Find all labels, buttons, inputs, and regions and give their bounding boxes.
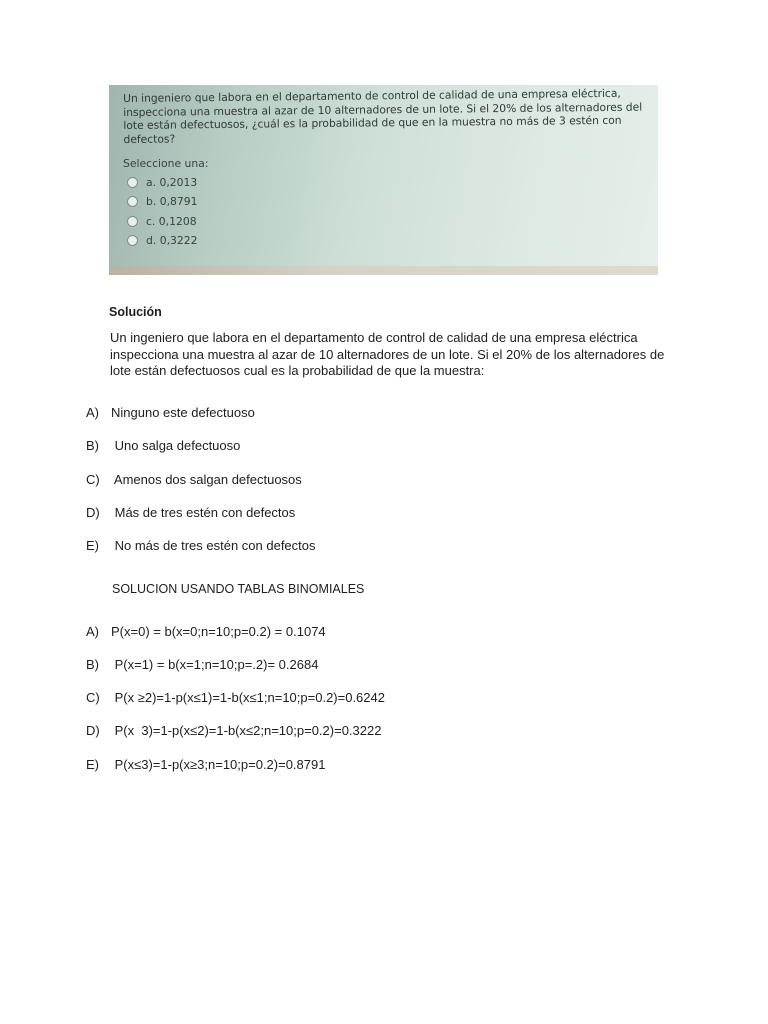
item-label: C) <box>86 472 100 487</box>
photo-option-b <box>123 192 648 212</box>
formula-text: P(x=1) = b(x=1;n=10;p=.2)= 0.2684 <box>111 657 319 672</box>
list-item <box>86 438 240 453</box>
item-label: A) <box>86 624 99 639</box>
item-label: E) <box>86 757 99 772</box>
item-text: Uno salga defectuoso <box>111 438 241 453</box>
item-label: E) <box>86 538 99 553</box>
radio-icon <box>127 216 138 227</box>
formula-text: P(x 3)=1-p(x≤2)=1-b(x≤2;n=10;p=0.2)=0.3222 <box>111 723 382 738</box>
formula-item <box>86 723 381 738</box>
photo-option-c <box>123 211 648 231</box>
radio-icon <box>127 235 138 246</box>
photo-option-label: d. 0,3222 <box>146 234 198 248</box>
photo-option-label: c. 0,1208 <box>146 214 197 228</box>
question-photo <box>109 85 658 275</box>
list-item <box>86 405 255 420</box>
list-item <box>86 538 316 553</box>
formula-item <box>86 757 325 772</box>
photo-option-d <box>123 231 648 251</box>
radio-icon <box>127 177 138 188</box>
item-label: A) <box>86 405 99 420</box>
radio-icon <box>127 196 138 207</box>
photo-option-label: b. 0,8791 <box>146 195 198 209</box>
formula-text: P(x ≥2)=1-p(x≤1)=1-b(x≤1;n=10;p=0.2)=0.6242 <box>111 690 385 705</box>
item-label: D) <box>86 505 100 520</box>
photo-option-label: a. 0,2013 <box>146 175 198 189</box>
photo-option-a <box>123 172 648 192</box>
photo-select-prompt: Seleccione una: <box>123 157 209 171</box>
tables-heading: SOLUCION USANDO TABLAS BINOMIALES <box>112 582 365 596</box>
formula-text: P(x≤3)=1-p(x≥3;n=10;p=0.2)=0.8791 <box>111 757 326 772</box>
list-item <box>86 505 295 520</box>
item-text: Más de tres estén con defectos <box>111 505 296 520</box>
item-label: C) <box>86 690 100 705</box>
item-label: D) <box>86 723 100 738</box>
formula-item <box>86 624 326 639</box>
formula-item <box>86 657 318 672</box>
formula-item <box>86 690 385 705</box>
item-text: Ninguno este defectuoso <box>111 405 255 420</box>
solution-intro: Un ingeniero que labora en el departamento de control de calidad de una empresa eléctrica inspecciona una muestra al azar de 10 alternadores de un lote. Si el 20% de los alternadores de lote están defectuosos cual es la probabilidad de que la muestra: <box>110 330 665 378</box>
list-item <box>86 472 302 487</box>
item-label: B) <box>86 657 99 672</box>
solution-heading: Solución <box>109 305 162 319</box>
formula-text: P(x=0) = b(x=0;n=10;p=0.2) = 0.1074 <box>111 624 326 639</box>
item-text: No más de tres estén con defectos <box>111 538 316 553</box>
item-label: B) <box>86 438 99 453</box>
item-text: Amenos dos salgan defectuosos <box>111 472 302 487</box>
photo-question-text: Un ingeniero que labora en el departamento de control de calidad de una empresa eléctrica, inspecciona una muestra al azar de 10 alternadores de un lote. Si el 20% de los alternadores del lote están defectuosos, ¿cuál es la probabilidad de que en la muestra no más de 3 estén con defectos? <box>123 86 643 146</box>
